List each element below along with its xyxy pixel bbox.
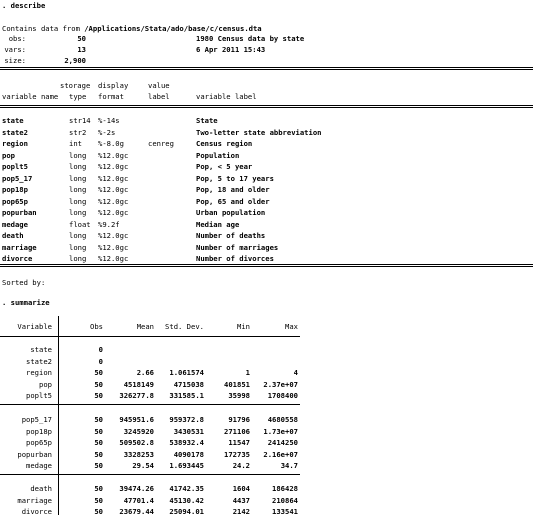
summarize-cell-sd: 1.061574 [169,368,204,377]
summarize-cell-v: divorce [21,507,52,516]
summarize-cell-min: 11547 [228,438,250,447]
summarize-cell-min: 24.2 [232,461,250,470]
summarize-cell-mean: 4518149 [123,379,154,389]
describe-cell-name: death [2,231,24,240]
describe-cell-type: long [69,196,87,206]
summarize-cell-sd: 1.693445 [169,461,204,470]
summarize-cell-v: pop [39,379,52,389]
describe-cell-type: long [69,162,87,171]
sum-header-sd: Std. Dev. [165,322,204,331]
summarize-cell-obs: 50 [94,426,103,436]
summarize-cell-max: 186428 [272,484,298,493]
dataset-path: /Applications/Stata/ado/base/c/census.dta [84,24,262,33]
describe-cell-type: long [69,150,87,160]
describe-cell-format: %12.0gc [98,150,129,160]
describe-cell-name: pop18p [2,185,28,194]
summarize-cell-max: 2.37e+07 [263,379,298,389]
describe-cell-label: Number of divorces [196,254,274,263]
summarize-cell-mean: 3328253 [123,449,154,459]
sum-group-rule-2-right [58,474,300,475]
summarize-cell-sd: 4090178 [173,449,204,459]
describe-bottom-rule [0,264,533,267]
summarize-cell-min: 271106 [224,426,250,436]
describe-cell-type: str14 [69,116,91,125]
describe-cell-label: Urban population [196,208,266,217]
describe-cell-type: long [69,185,87,194]
header-variable-name: variable name [2,92,59,101]
describe-cell-type: long [69,173,87,183]
sum-header-variable: Variable [17,322,52,331]
summarize-cell-max: 1.73e+07 [263,426,298,436]
describe-cell-name: poplt5 [2,162,28,171]
describe-cell-name: medage [2,219,28,229]
describe-cell-format: %12.0gc [98,208,129,217]
summarize-cell-max: 4680558 [267,415,298,424]
dataset-date: 6 Apr 2011 15:43 [196,45,266,54]
describe-cell-name: region [2,139,28,148]
size-value: 2,900 [64,56,86,65]
summarize-cell-sd: 4715038 [173,379,204,389]
sum-header-obs: Obs [90,322,103,331]
describe-cell-type: str2 [69,127,87,137]
summarize-cell-v: death [30,484,52,493]
describe-cell-label: Number of deaths [196,231,266,240]
summarize-cell-v: medage [26,461,52,470]
header-storage: storage [60,81,91,90]
describe-cell-type: long [69,208,87,217]
obs-value: 50 [77,34,86,43]
describe-cell-name: popurban [2,208,37,217]
summarize-cell-v: region [26,368,52,377]
summarize-cell-min: 91796 [228,415,250,424]
header-display: display [98,81,129,90]
header-format: format [98,92,124,101]
describe-cell-label: Two-letter state abbreviation [196,127,322,137]
describe-cell-name: divorce [2,254,33,263]
contains-prefix: Contains data from [2,24,85,33]
summarize-cell-obs: 50 [94,507,103,516]
describe-cell-type: float [69,219,91,229]
summarize-cell-v: pop65p [26,438,52,447]
summarize-cell-sd: 959372.8 [169,415,204,424]
describe-cell-label: Median age [196,219,240,229]
summarize-cell-obs: 50 [94,461,103,470]
summarize-cell-min: 2142 [232,507,250,516]
describe-cell-name: pop5_17 [2,173,33,183]
summarize-cell-v: state [30,345,52,354]
describe-cell-type: long [69,254,87,263]
describe-cell-vlabel: cenreg [148,139,174,148]
describe-top-rule [0,67,533,70]
summarize-cell-mean: 2.66 [136,368,154,377]
summarize-cell-obs: 50 [94,391,103,400]
describe-cell-format: %12.0gc [98,231,129,240]
summarize-cell-sd: 538932.4 [169,438,204,447]
summarize-cell-sd: 41742.35 [169,484,204,493]
sum-group-rule-1-right [58,404,300,405]
describe-cell-format: %12.0gc [98,242,129,252]
header-type: type [69,92,87,101]
sum-header-rule-right [58,336,300,337]
summarize-cell-max: 4 [293,368,298,377]
summarize-command: . summarize [2,298,50,307]
summarize-cell-max: 2.16e+07 [263,449,298,459]
summarize-cell-mean: 3245920 [123,426,154,436]
sorted-by: Sorted by: [2,278,46,287]
sum-header-rule-left [0,336,58,337]
summarize-cell-max: 133541 [272,507,298,516]
size-label: size: [4,56,26,65]
summarize-cell-min: 172735 [224,449,250,459]
describe-cell-name: marriage [2,242,37,252]
describe-cell-label: Pop, 5 to 17 years [196,173,274,183]
describe-cell-format: %12.0gc [98,185,129,194]
summarize-cell-sd: 25094.01 [169,507,204,516]
header-variable-label: variable label [196,92,257,101]
summarize-cell-obs: 50 [94,438,103,447]
summarize-cell-sd: 45130.42 [169,495,204,505]
vars-label: vars: [4,45,26,54]
summarize-cell-mean: 326277.8 [119,391,154,400]
describe-cell-type: long [69,231,87,240]
summarize-cell-sd: 331585.1 [169,391,204,400]
summarize-cell-obs: 0 [98,345,103,354]
summarize-cell-obs: 50 [94,495,103,505]
summarize-cell-obs: 50 [94,484,103,493]
describe-cell-name: pop65p [2,196,28,206]
summarize-cell-v: pop18p [26,426,52,436]
summarize-cell-obs: 50 [94,379,103,389]
obs-label: obs: [8,34,26,43]
describe-cell-label: Census region [196,139,253,148]
dataset-label: 1980 Census data by state [196,34,305,43]
describe-cell-name: pop [2,150,15,160]
describe-cell-format: %-8.0g [98,139,124,148]
sum-group-rule-1-left [0,404,58,405]
describe-cell-name: state [2,116,24,125]
summarize-cell-obs: 50 [94,368,103,377]
describe-cell-type: int [69,139,82,148]
summarize-cell-mean: 509502.8 [119,438,154,447]
summarize-cell-obs: 0 [98,356,103,366]
summarize-cell-min: 1 [245,368,250,377]
describe-cell-label: Population [196,150,240,160]
summarize-cell-sd: 3430531 [173,426,204,436]
summarize-cell-v: poplt5 [26,391,52,400]
sum-header-min: Min [237,322,250,331]
describe-cell-format: %-2s [98,127,116,137]
describe-cell-format: %12.0gc [98,173,129,183]
describe-cell-label: State [196,116,218,125]
summarize-cell-mean: 39474.26 [119,484,154,493]
summarize-cell-min: 4437 [232,495,250,505]
summarize-cell-min: 1604 [232,484,250,493]
describe-cell-format: %12.0gc [98,196,129,206]
describe-cell-label: Pop, 18 and older [196,185,270,194]
describe-cell-label: Pop, 65 and older [196,196,270,206]
sum-divider [58,316,59,515]
describe-header-rule [0,105,533,108]
contains-data-line [2,24,262,33]
sum-group-rule-2-left [0,474,58,475]
summarize-cell-max: 1708400 [267,391,298,400]
summarize-cell-mean: 945951.6 [119,415,154,424]
summarize-cell-v: marriage [17,495,52,505]
summarize-cell-max: 210864 [272,495,298,505]
describe-cell-format: %9.2f [98,219,120,229]
describe-cell-format: %12.0gc [98,254,129,263]
sum-header-max: Max [285,322,298,331]
describe-cell-format: %12.0gc [98,162,129,171]
header-value: value [148,81,170,90]
summarize-cell-mean: 23679.44 [119,507,154,516]
summarize-cell-v: state2 [26,356,52,366]
describe-cell-type: long [69,242,87,252]
sum-header-mean: Mean [136,322,154,331]
describe-cell-format: %-14s [98,116,120,125]
summarize-cell-mean: 47701.4 [123,495,154,505]
summarize-cell-obs: 50 [94,449,103,459]
summarize-cell-min: 401851 [224,379,250,389]
vars-value: 13 [77,45,86,54]
header-label: label [148,92,170,101]
summarize-cell-min: 35998 [228,391,250,400]
summarize-cell-v: pop5_17 [21,415,52,424]
describe-cell-name: state2 [2,127,28,137]
describe-cell-label: Number of marriages [196,242,279,252]
summarize-cell-max: 34.7 [280,461,298,470]
summarize-cell-obs: 50 [94,415,103,424]
describe-command: . describe [2,1,46,10]
summarize-cell-v: popurban [17,449,52,459]
summarize-cell-max: 2414250 [267,438,298,447]
describe-cell-label: Pop, < 5 year [196,162,253,171]
summarize-cell-mean: 29.54 [132,461,154,470]
